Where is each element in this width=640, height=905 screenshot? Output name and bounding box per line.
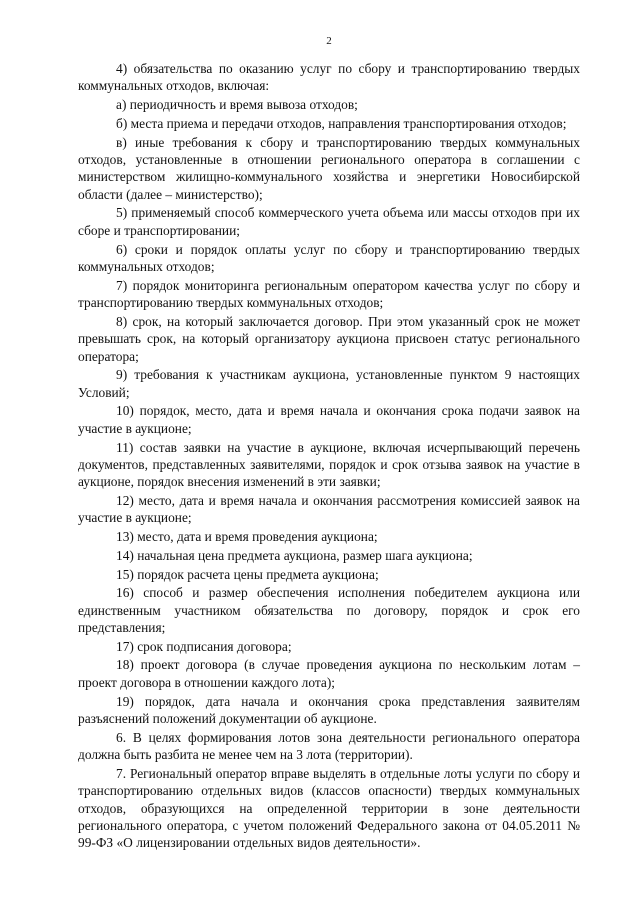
paragraph-subitem-v: в) иные требования к сбору и транспортированию твердых коммунальных отходов, установленные в отношении регионального оператора в соглашении с министерством жилищно-коммунального хозяйства и энергетики Новосибирской области (далее – министерство);	[78, 134, 580, 202]
paragraph-item-14: 14) начальная цена предмета аукциона, размер шага аукциона;	[116, 547, 473, 563]
paragraph-subitem-b: б) места приема и передачи отходов, направления транспортирования отходов;	[116, 115, 567, 131]
paragraph-section-6: 6. В целях формирования лотов зона деятельности регионального оператора должна быть разбита не менее чем на 3 лота (территории).	[78, 729, 580, 763]
document-body	[78, 60, 580, 852]
paragraph-item-15: 15) порядок расчета цены предмета аукциона;	[116, 566, 379, 582]
paragraph-section-7: 7. Региональный оператор вправе выделять в отдельные лоты услуги по сбору и транспортированию отдельных видов (классов опасности) твердых коммунальных отходов, образующихся на определенной территории в зоне деятельности регионального оператора, с учетом положений Федерального закона от 04.05.2011 № 99-ФЗ «О лицензировании отдельных видов деятельности».	[78, 765, 580, 851]
paragraph-item-17: 17) срок подписания договора;	[116, 638, 292, 654]
page-number: 2	[326, 35, 332, 47]
paragraph-item-19: 19) порядок, дата начала и окончания срока представления заявителям разъяснений положений документации об аукционе.	[78, 693, 580, 726]
paragraph-item-12: 12) место, дата и время начала и окончания рассмотрения комиссией заявок на участие в аукционе;	[78, 493, 580, 526]
paragraph-item-5: 5) применяемый способ коммерческого учета объема или массы отходов при их сборе и транспортировании;	[78, 205, 580, 238]
paragraph-item-7: 7) порядок мониторинга региональным оператором качества услуг по сбору и транспортированию твердых коммунальных отходов;	[78, 277, 580, 311]
paragraph-item-13: 13) место, дата и время проведения аукциона;	[116, 529, 378, 545]
paragraph-item-10: 10) порядок, место, дата и время начала и окончания срока подачи заявок на участие в аукционе;	[78, 403, 580, 436]
paragraph-item-6: 6) сроки и порядок оплаты услуг по сбору и транспортированию твердых коммунальных отходов;	[78, 241, 580, 274]
paragraph-item-11: 11) состав заявки на участие в аукционе, включая исчерпывающий перечень документов, представленных заявителями, порядок и срок отзыва заявок на участие в аукционе, порядок внесения изменений в эти заявки;	[78, 439, 580, 490]
paragraph-item-16: 16) способ и размер обеспечения исполнения победителем аукциона или единственным участником обязательства по договору, порядок и срок его представления;	[78, 585, 580, 636]
paragraph-item-9: 9) требования к участникам аукциона, установленные пунктом 9 настоящих Условий;	[78, 367, 580, 400]
paragraph-item-4: 4) обязательства по оказанию услуг по сбору и транспортированию твердых коммунальных отходов, включая:	[78, 61, 580, 94]
paragraph-item-18: 18) проект договора (в случае проведения аукциона по нескольким лотам – проект договора в отношении каждого лота);	[78, 657, 580, 690]
paragraph-subitem-a: а) периодичность и время вывоза отходов;	[116, 97, 358, 113]
paragraph-item-8: 8) срок, на который заключается договор. При этом указанный срок не может превышать срок, на который организатору аукциона присвоен статус регионального оператора;	[78, 313, 580, 364]
